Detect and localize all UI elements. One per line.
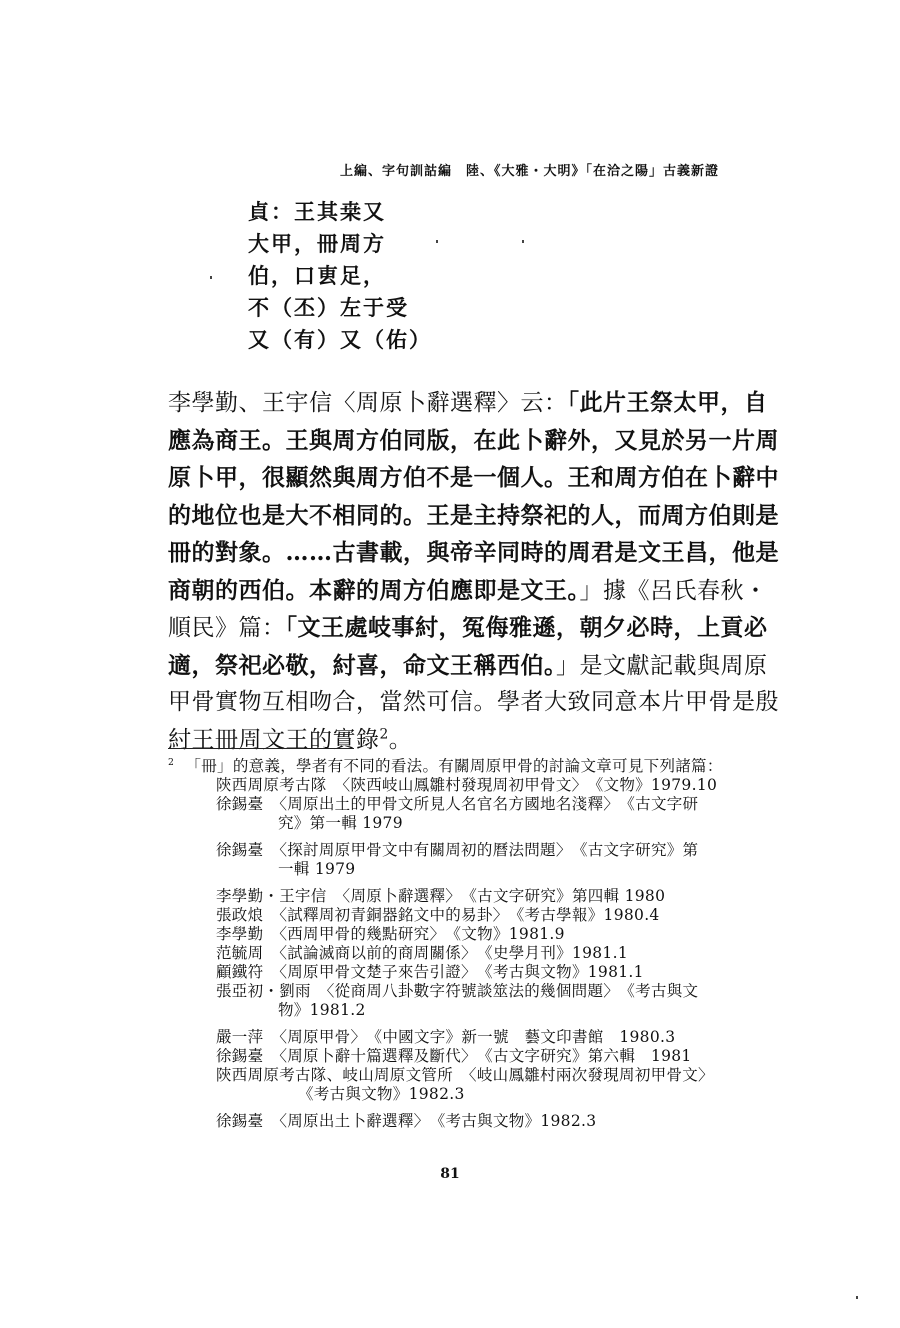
footnote-reference-entry: 李學勤 〈西周甲骨的幾點研究〉 《文物》1981.9 — [216, 925, 565, 943]
footnote-divider — [168, 748, 354, 749]
body-line — [168, 609, 768, 647]
footnote-spacer — [168, 833, 758, 841]
inscription-line: 大甲，冊周方 — [248, 231, 386, 256]
quoted-text: 「此片王祭太甲，自 — [567, 389, 768, 416]
quoted-text: 原卜甲，很顯然與周方伯不是一個人。王和周方伯在卜辭中 — [168, 464, 779, 491]
footnote-reference-entry: 陝西周原考古隊、岐山周原文管所 〈岐山鳳雛村兩次發現周初甲骨文〉 — [216, 1066, 714, 1084]
body-line — [168, 647, 768, 685]
footnote-reference-entry: 物》1981.2 — [278, 1001, 366, 1019]
body-text-run: 順民》篇： — [168, 615, 286, 641]
footnote-reference-entry: 顧鐵符 〈周原甲骨文楚子來告引證〉 《考古與文物》1981.1 — [216, 963, 644, 981]
footnote-reference-entry: 《考古與文物》1982.3 — [298, 1085, 465, 1103]
page-number: 81 — [440, 1166, 460, 1182]
inscription-line: 不（丕）左于受 — [248, 295, 409, 320]
quoted-text: 應為商王。王與周方伯同版，在此卜辭外，又見於另一片周 — [168, 426, 779, 454]
body-text-run: 甲骨實物互相吻合，當然可信。學者大致同意本片甲骨是殷 — [168, 689, 779, 715]
body-line — [168, 722, 758, 760]
body-text-run: 」據《呂氏春秋・ — [579, 577, 768, 604]
quoted-text: 的地位也是大不相同的。王是主持祭祀的人，而周方伯則是 — [168, 501, 779, 529]
quoted-text: 「文王處岐事紂，冤侮雅遜，朝夕必時，上貢必 — [285, 614, 768, 641]
body-line — [168, 684, 779, 722]
footnote-reference-entry: 嚴一萍 〈周原甲骨〉 《中國文字》新一號 藝文印書館 1980.3 — [216, 1028, 676, 1046]
footnote-reference-entry: 范毓周 〈試論滅商以前的商周關係〉 《史學月刊》1981.1 — [216, 944, 628, 962]
footnote-spacer — [168, 1104, 758, 1112]
running-header: 上編、字句訓詁編 陸、《大雅・大明》「在洽之陽」古義新證 — [340, 164, 720, 179]
footnote-reference-entry: 徐錫臺 〈周原出土卜辭選釋〉 《考古與文物》1982.3 — [216, 1112, 597, 1130]
scan-speck — [522, 240, 524, 243]
footnote-reference-entry: 究》第一輯 1979 — [278, 814, 403, 832]
body-text-run: 」是文獻記載與周原 — [556, 652, 768, 679]
body-line — [168, 497, 779, 535]
footnote-block — [168, 757, 758, 1131]
body-text-run: 。 — [388, 726, 413, 753]
quoted-text: 商朝的西伯。本辭的周方伯應即是文王。 — [168, 576, 580, 604]
footnote-spacer — [168, 1020, 758, 1028]
footnote-intro: 「冊」的意義，學者有不同的看法。有關周原甲骨的討論文章可見下列諸篇： — [185, 757, 723, 775]
footnote-reference-entry: 張政烺 〈試釋周初青銅器銘文中的易卦〉 《考古學報》1980.4 — [216, 906, 660, 924]
footnote-intro-row — [168, 757, 758, 776]
quoted-text: 適，祭祀必敬，紂喜，命文王稱西伯。 — [168, 651, 556, 679]
footnote-reference-entry: 陝西周原考古隊 〈陝西岐山鳳雛村發現周初甲骨文〉 《文物》1979.10 — [216, 776, 718, 794]
footnote-reference-entry: 徐錫臺 〈探討周原甲骨文中有關周初的曆法問題〉 《古文字研究》第 — [216, 841, 699, 859]
oracle-bone-inscription — [248, 196, 568, 356]
footnote-reference-entry: 一輯 1979 — [278, 860, 356, 878]
footnote-reference-entry: 李學勤・王宇信 〈周原卜辭選釋〉 《古文字研究》第四輯 1980 — [216, 887, 666, 905]
footnote-reference-entry: 徐錫臺 〈周原卜辭十篇選釋及斷代〉 《古文字研究》第六輯 1981 — [216, 1047, 692, 1065]
scan-speck — [436, 240, 438, 243]
body-text-run: 紂王冊周文王的實錄 — [168, 726, 380, 753]
footnote-reference-entry: 徐錫臺 〈周原出土的甲骨文所見人名官名方國地名淺釋〉 《古文字研 — [216, 795, 699, 813]
body-line — [168, 534, 779, 572]
inscription-line: 貞：王其桒又 — [248, 199, 386, 224]
footnote-marker: 2 — [168, 756, 175, 768]
quoted-text: 冊的對象。……古書載，與帝辛同時的周君是文王昌，他是 — [168, 539, 779, 566]
body-line — [168, 384, 768, 422]
scan-speck — [210, 276, 212, 279]
body-line — [168, 572, 768, 610]
scan-speck — [856, 1296, 858, 1299]
body-line — [168, 459, 779, 497]
body-text-run: 李學勤、王宇信〈周原卜辭選釋〉云： — [168, 390, 568, 416]
inscription-line: 伯，口叀足， — [248, 263, 386, 288]
footnote-reference: 2 — [379, 725, 389, 742]
footnote-reference-entry: 張亞初・劉雨 〈從商周八卦數字符號談筮法的幾個問題〉 《考古與文 — [216, 982, 699, 1000]
inscription-line: 又（有）又（佑） — [248, 327, 432, 352]
footnote-spacer — [168, 879, 758, 887]
body-paragraph — [168, 384, 779, 759]
body-line — [168, 422, 779, 460]
